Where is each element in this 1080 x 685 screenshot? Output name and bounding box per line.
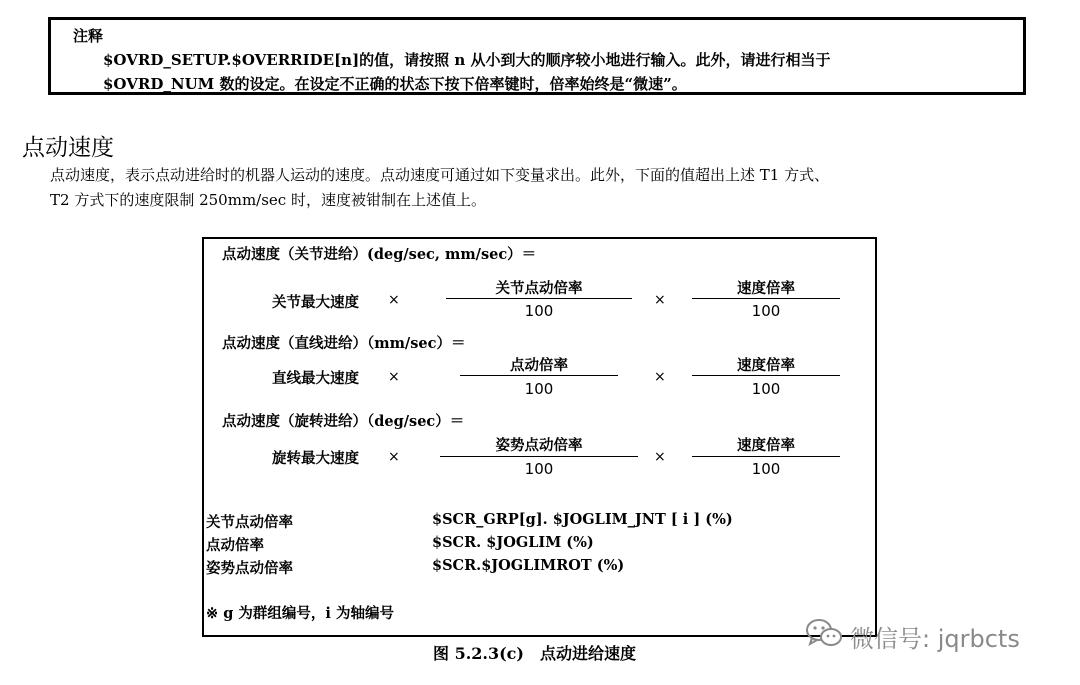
formula-2-fraction-2-numerator: 速度倍率 — [737, 357, 795, 374]
formula-2-fraction-1-bar — [460, 375, 618, 376]
formula-3-fraction-1-numerator: 姿势点动倍率 — [495, 437, 583, 454]
formula-2-times-1: × — [388, 369, 400, 385]
formula-3-times-2: × — [654, 449, 666, 465]
figure-caption: 图 5.2.3(c) 点动进给速度 — [433, 644, 636, 663]
formula-3-times-1: × — [388, 449, 400, 465]
formula-1-fraction-2-bar — [692, 298, 840, 299]
formula-1-times-1: × — [388, 292, 400, 308]
paragraph-line-1: 点动速度，表示点动进给时的机器人运动的速度。点动速度可通过如下变量求出。此外，下面的值超出上述 T1 方式、 — [50, 166, 830, 184]
formula-1-fraction-2-denominator: 100 — [751, 302, 781, 320]
variable-1-name: 关节点动倍率 — [206, 514, 293, 531]
formula-2-base: 直线最大速度 — [272, 370, 359, 387]
formula-2-fraction-1-numerator: 点动倍率 — [510, 357, 568, 374]
note-title: 注释 — [73, 27, 104, 45]
variable-3-name: 姿势点动倍率 — [206, 560, 293, 577]
formula-3-fraction-2-denominator: 100 — [751, 460, 781, 478]
watermark-text: 微信号: jqrbcts — [850, 624, 1020, 653]
footnote: ※ g 为群组编号，i 为轴编号 — [206, 605, 394, 622]
formula-3-fraction-1-bar — [440, 456, 638, 457]
variable-2-name: 点动倍率 — [206, 537, 264, 554]
formula-1-fraction-1-bar — [446, 298, 632, 299]
formula-3-fraction-2-numerator: 速度倍率 — [737, 437, 795, 454]
formula-1-fraction-1-denominator: 100 — [524, 302, 554, 320]
formula-3-fraction-1-denominator: 100 — [524, 460, 554, 478]
watermark — [804, 618, 1020, 654]
formula-3-heading: 点动速度（旋转进给）（deg/sec）＝ — [222, 413, 465, 430]
variable-1-value: $SCR_GRP[g]. $JOGLIM_JNT [ i ] (%) — [432, 511, 733, 528]
formula-1-heading: 点动速度（关节进给）(deg/sec, mm/sec）＝ — [222, 246, 537, 263]
variable-2-value: $SCR. $JOGLIM (%) — [432, 534, 594, 551]
formula-2-fraction-2-bar — [692, 375, 840, 376]
paragraph-line-2: T2 方式下的速度限制 250mm/sec 时，速度被钳制在上述值上。 — [50, 191, 486, 209]
note-line-2: $OVRD_NUM 数的设定。在设定不正确的状态下按下倍率键时，倍率始终是“微速”。 — [103, 75, 687, 93]
formula-1-times-2: × — [654, 292, 666, 308]
formula-1-fraction-2-numerator: 速度倍率 — [737, 280, 795, 297]
formula-box — [202, 237, 877, 637]
formula-2-heading: 点动速度（直线进给）（mm/sec）＝ — [222, 335, 466, 352]
formula-3-base: 旋转最大速度 — [272, 450, 359, 467]
formula-1-fraction-1-numerator: 关节点动倍率 — [495, 280, 583, 297]
formula-1-base: 关节最大速度 — [272, 294, 359, 311]
formula-2-times-2: × — [654, 369, 666, 385]
variable-3-value: $SCR.$JOGLIMROT (%) — [432, 557, 625, 574]
note-box — [48, 17, 1026, 95]
formula-2-fraction-2-denominator: 100 — [751, 380, 781, 398]
note-line-1: $OVRD_SETUP.$OVERRIDE[n]的值，请按照 n 从小到大的顺序较小地进行输入。此外，请进行相当于 — [103, 51, 831, 69]
formula-3-fraction-2-bar — [692, 456, 840, 457]
formula-2-fraction-1-denominator: 100 — [524, 380, 554, 398]
wechat-icon — [804, 617, 844, 655]
section-title: 点动速度 — [22, 135, 114, 161]
